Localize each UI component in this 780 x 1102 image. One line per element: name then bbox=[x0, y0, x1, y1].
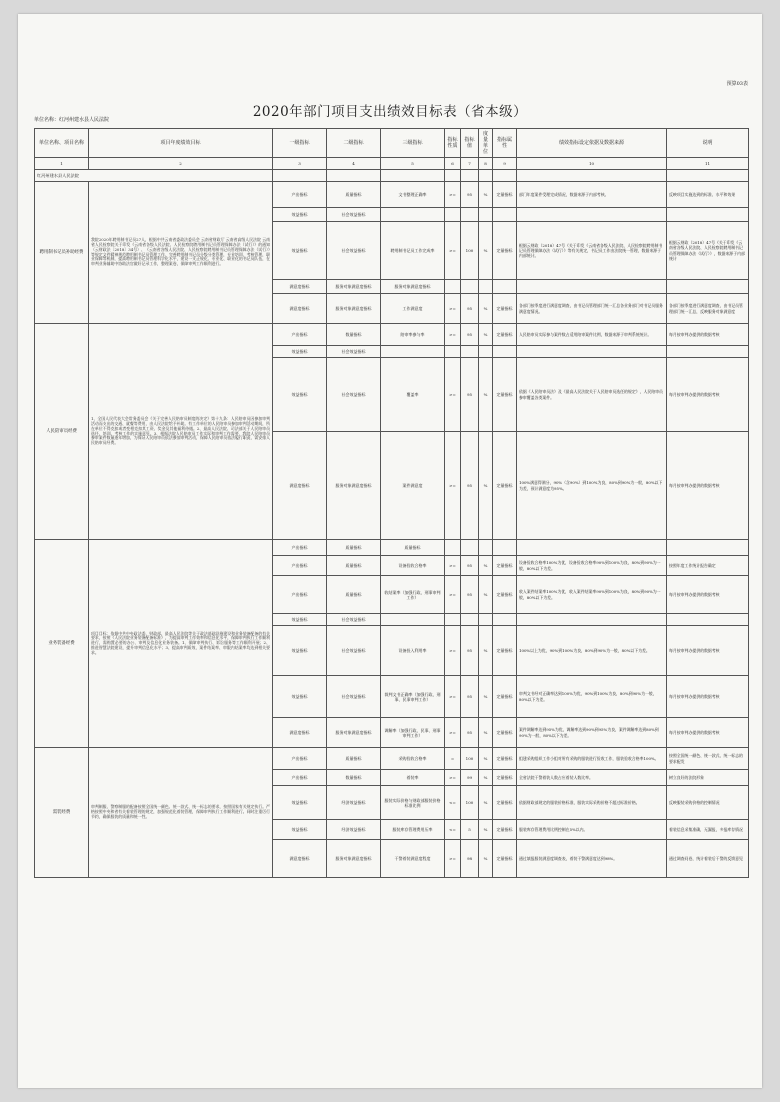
indicator-value: 100 bbox=[461, 222, 479, 280]
indicator-basis bbox=[517, 540, 667, 556]
indicator-basis: 服装库存管理费用比例控制在5%以内。 bbox=[517, 820, 667, 840]
level2-indicator: 服务对象满意度指标 bbox=[327, 718, 381, 748]
column-number: 8 bbox=[479, 158, 493, 170]
level1-indicator: 效益指标 bbox=[273, 676, 327, 718]
indicator-nature: <= bbox=[445, 786, 461, 820]
level2-indicator: 社会效益指标 bbox=[327, 358, 381, 432]
level1-indicator: 效益指标 bbox=[273, 786, 327, 820]
measure-unit: % bbox=[479, 556, 493, 576]
indicator-nature: >= bbox=[445, 770, 461, 786]
level1-indicator: 效益指标 bbox=[273, 358, 327, 432]
table-row bbox=[35, 748, 749, 770]
header-cell: 指标值 bbox=[461, 129, 479, 158]
level3-indicator: 聘用制书记员工作完成率 bbox=[381, 222, 445, 280]
indicator-value: 98 bbox=[461, 840, 479, 878]
measure-unit: % bbox=[479, 358, 493, 432]
indicator-note: 着装信息采集准确，无漏报，多报库存情况 bbox=[667, 820, 749, 840]
indicator-note bbox=[667, 280, 749, 294]
project-target: 项目目标：依据中共中央政法委、财政部、最高人民法院等关于政法基础设施建设和业务装备配备的有关要求，按照《人民法院业务装备配备标准》，为提高审判工作效率和信息化水平，保障审判执行工作顺利进行，需购置必要的办公、审判及信息化业务装备。1、保障审判执行、诉讼服务等工作顺利开展；2、推进智慧法院建设，提升审判信息化水平；3、提高审判质效，案件结案率、审限内结案率均达到相关要求。 bbox=[89, 540, 273, 748]
header-cell: 度量单位 bbox=[479, 129, 493, 158]
level3-indicator: 调解率（加强行政、民事、刑事审判工作） bbox=[381, 718, 445, 748]
indicator-note bbox=[667, 614, 749, 626]
measure-unit: % bbox=[479, 820, 493, 840]
indicator-basis bbox=[517, 208, 667, 222]
unit-label: 单位名称：红河州建水县人民法院 bbox=[34, 117, 110, 123]
level3-indicator: 陪审率参与率 bbox=[381, 324, 445, 346]
measure-unit: % bbox=[479, 626, 493, 676]
level3-indicator: 服装实际价格与财政部服装价格标准比例 bbox=[381, 786, 445, 820]
column-number: 1 bbox=[35, 158, 89, 170]
project-target: 我院2020年聘用制书记员27人，根据中共云南省委政法委员会 云南省财政厅 云南省高级人民法院 云南省人民检察院关于印发《云南省各级人民法院、人民检察院聘用制书记员管理保障办法（试行）》的通知（云财政法〔2018〕34号）、《云南省各级人民法院、人民检察院聘用制书记员管理保障办法（试行）》等规定文件精神规范聘用制书记员管理工作，完善聘用制书记员分级分类管理，专业培训，考核管理，职业保障等机制，提高聘用制书记员管理科学化水平，建设一支正规化、专业化、职业化的书记员队伍，在审判业务辅助中协助法官做好记录工作，整理案卷，保障审判工作顺利进行。 bbox=[89, 182, 273, 324]
level2-indicator: 社会效益指标 bbox=[327, 222, 381, 280]
level2-indicator: 数量指标 bbox=[327, 324, 381, 346]
indicator-nature: >= bbox=[445, 718, 461, 748]
header-cell: 绩效指标设定依据及数据来源 bbox=[517, 129, 667, 158]
header-cell: 说明 bbox=[667, 129, 749, 158]
measure-unit bbox=[479, 346, 493, 358]
indicator-note bbox=[667, 208, 749, 222]
indicator-attribute: 定量指标 bbox=[493, 820, 517, 840]
indicator-note: 根据云财政（2018）47号《关于印发《云南省各级人民法院、人民检察院聘用制书记员管理保障办法（试行）》，数据来源于内部统计 bbox=[667, 222, 749, 280]
level2-indicator: 服务对象满意度指标 bbox=[327, 432, 381, 540]
indicator-note: 反映项目实施达到的标准、水平和效果 bbox=[667, 182, 749, 208]
indicator-note: 树立良好的法院形象 bbox=[667, 770, 749, 786]
page-title: 2020年部门项目支出绩效目标表（省本级） bbox=[252, 104, 528, 120]
indicator-note: 按照年度工作统计报告确定 bbox=[667, 556, 749, 576]
column-number: 4 bbox=[327, 158, 381, 170]
indicator-nature: >= bbox=[445, 676, 461, 718]
indicator-nature: >= bbox=[445, 432, 461, 540]
level3-indicator: 设备投入利用率 bbox=[381, 626, 445, 676]
level2-indicator: 社会效益指标 bbox=[327, 626, 381, 676]
measure-unit: % bbox=[479, 294, 493, 324]
level1-indicator: 产出指标 bbox=[273, 324, 327, 346]
level3-indicator: 文书整理正确率 bbox=[381, 182, 445, 208]
indicator-value: 95 bbox=[461, 294, 479, 324]
indicator-attribute: 定量指标 bbox=[493, 432, 517, 540]
indicator-value: 95 bbox=[461, 432, 479, 540]
column-number: 7 bbox=[461, 158, 479, 170]
measure-unit bbox=[479, 208, 493, 222]
indicator-attribute: 定量指标 bbox=[493, 576, 517, 614]
project-target: 1、全国人民代表大会常务委员会《关于完善人民陪审员制度的决定》第十九条：人民陪审员因参加审判活动而支出的交通、就餐等费用，由人民法院给予补助。有工作单位的人民陪审员参加审判活动期间，所在单位不得克扣或者变相克扣其工资、奖金及其他福利待遇。2、最高人民法院、司法部关于人民陪审员选任、培训、考核工作的实施意见。3、根据法院人民陪审员工作实际和审判工作需要，我院人民陪审员参审案件数量逐年增加，为保证人民陪审员依法参加审判活动，保障人民陪审员依法履行职责，需安排人民陪审员经费。 bbox=[89, 324, 273, 540]
level2-indicator: 经济效益指标 bbox=[327, 786, 381, 820]
indicator-basis: 案件调解率达到95%为优，调解率达到90%到95%为良，案件调解率达到80%到90%为一般，80%以下为差。 bbox=[517, 718, 667, 748]
indicator-basis bbox=[517, 280, 667, 294]
indicator-nature: >= bbox=[445, 626, 461, 676]
indicator-nature: >= bbox=[445, 324, 461, 346]
level1-indicator: 产出指标 bbox=[273, 576, 327, 614]
level2-indicator: 社会效益指标 bbox=[327, 208, 381, 222]
indicator-nature: >= bbox=[445, 222, 461, 280]
measure-unit: % bbox=[479, 576, 493, 614]
indicator-attribute: 定量指标 bbox=[493, 748, 517, 770]
indicator-basis: 设备验收合格率100%为优，设备验收合格率90%到100%为良，80%到90%为一般，80%以下为差。 bbox=[517, 556, 667, 576]
header-number-row bbox=[35, 158, 749, 170]
project-name: 业务装备经费 bbox=[35, 540, 89, 748]
indicator-attribute: 定量指标 bbox=[493, 222, 517, 280]
indicator-attribute: 定量指标 bbox=[493, 182, 517, 208]
indicator-basis: 组建采购组织工作小组对所有采购的服装进行验收工作，服装验收合格率100%。 bbox=[517, 748, 667, 770]
indicator-nature: >= bbox=[445, 294, 461, 324]
level1-indicator: 效益指标 bbox=[273, 614, 327, 626]
column-number: 11 bbox=[667, 158, 749, 170]
indicator-basis: 依据《人民陪审员法》及《最高人民法院关于人民陪审员选任的规定》，人民陪审员参审覆盖各类案件。 bbox=[517, 358, 667, 432]
indicator-note: 通过调查问卷，统计着装后干警的反馈意见 bbox=[667, 840, 749, 878]
measure-unit bbox=[479, 280, 493, 294]
level1-indicator: 满意度指标 bbox=[273, 280, 327, 294]
indicator-basis bbox=[517, 614, 667, 626]
indicator-value: 5 bbox=[461, 820, 479, 840]
column-number: 3 bbox=[273, 158, 327, 170]
indicator-value bbox=[461, 280, 479, 294]
header-cell: 单位名称、项目名称 bbox=[35, 129, 89, 158]
indicator-value: 100 bbox=[461, 748, 479, 770]
level1-indicator: 产出指标 bbox=[273, 770, 327, 786]
indicator-note: 每月按审判办提供的数据考核 bbox=[667, 358, 749, 432]
indicator-basis: 各部门按季度进行满意度调查，由书记员管理部门统一汇总各业务部门对书记员服务满意度情况。 bbox=[517, 294, 667, 324]
level2-indicator: 社会效益指标 bbox=[327, 676, 381, 718]
indicator-note: 按照全国统一颜色、统一款式、统一标志的要求配发 bbox=[667, 748, 749, 770]
level3-indicator: 工作满意度 bbox=[381, 294, 445, 324]
measure-unit: % bbox=[479, 182, 493, 208]
indicator-nature bbox=[445, 208, 461, 222]
indicator-value: 95 bbox=[461, 626, 479, 676]
indicator-attribute bbox=[493, 614, 517, 626]
header-cell: 三级指标 bbox=[381, 129, 445, 158]
indicator-basis: 根据云财政（2018）47号《关于印发《云南省各级人民法院、人民检察院聘用制书记员管理保障办法（试行）》等有关规定，书记员工作由法院统一管理，数据来源于内部统计。 bbox=[517, 222, 667, 280]
level3-indicator: 干警着装满意度程度 bbox=[381, 840, 445, 878]
level1-indicator: 满意度指标 bbox=[273, 718, 327, 748]
level2-indicator: 质量指标 bbox=[327, 556, 381, 576]
level1-indicator: 满意度指标 bbox=[273, 840, 327, 878]
header-cell: 二级指标 bbox=[327, 129, 381, 158]
level2-indicator: 质量指标 bbox=[327, 576, 381, 614]
level2-indicator: 服务对象满意度指标 bbox=[327, 280, 381, 294]
level3-indicator: 着装率 bbox=[381, 770, 445, 786]
indicator-attribute: 定量指标 bbox=[493, 718, 517, 748]
level3-indicator: 设备验收合格率 bbox=[381, 556, 445, 576]
indicator-value bbox=[461, 540, 479, 556]
table-row bbox=[35, 182, 749, 208]
indicator-attribute: 定量指标 bbox=[493, 358, 517, 432]
column-number: 10 bbox=[517, 158, 667, 170]
project-name: 人民陪审员经费 bbox=[35, 324, 89, 540]
level3-indicator: 案件满意度 bbox=[381, 432, 445, 540]
indicator-attribute: 定量指标 bbox=[493, 770, 517, 786]
column-number: 6 bbox=[445, 158, 461, 170]
level1-indicator: 满意度指标 bbox=[273, 294, 327, 324]
indicator-nature: >= bbox=[445, 556, 461, 576]
level2-indicator: 质量指标 bbox=[327, 540, 381, 556]
document-sheet bbox=[18, 14, 762, 1088]
indicator-note: 反映服装采购价格的控制情况 bbox=[667, 786, 749, 820]
level2-indicator: 服务对象满意度指标 bbox=[327, 294, 381, 324]
indicator-basis: 通过填报服装满意度调查表，着装干警满意度达到98%。 bbox=[517, 840, 667, 878]
column-number: 9 bbox=[493, 158, 517, 170]
indicator-basis: 100%满意得满分，90%（含90%）到100%为良，80%到90%为一般，80%以下为差，预计满意度为95%。 bbox=[517, 432, 667, 540]
indicator-note: 每月按审判办提供的数据考核 bbox=[667, 432, 749, 540]
indicator-note: 每月按审判办提供的数据考核 bbox=[667, 676, 749, 718]
header-cell: 项目年度绩效目标 bbox=[89, 129, 273, 158]
measure-unit: % bbox=[479, 770, 493, 786]
indicator-note: 各部门按季度进行满意度调查，由书记员管理部门统一汇总，反映服务对象满意度 bbox=[667, 294, 749, 324]
level3-indicator: 服务对象满意度指标 bbox=[381, 280, 445, 294]
indicator-nature: <= bbox=[445, 820, 461, 840]
indicator-note: 每月按审判办提供的数据考核 bbox=[667, 576, 749, 614]
measure-unit bbox=[479, 614, 493, 626]
column-number: 5 bbox=[381, 158, 445, 170]
level1-indicator: 效益指标 bbox=[273, 208, 327, 222]
level1-indicator: 效益指标 bbox=[273, 820, 327, 840]
indicator-value bbox=[461, 208, 479, 222]
level1-indicator: 效益指标 bbox=[273, 222, 327, 280]
indicator-value: 100 bbox=[461, 786, 479, 820]
measure-unit: % bbox=[479, 748, 493, 770]
indicator-attribute: 定量指标 bbox=[493, 786, 517, 820]
level3-indicator: 采购验收合格率 bbox=[381, 748, 445, 770]
indicator-nature: >= bbox=[445, 576, 461, 614]
indicator-value: 95 bbox=[461, 676, 479, 718]
level1-indicator: 产出指标 bbox=[273, 748, 327, 770]
indicator-value: 95 bbox=[461, 358, 479, 432]
indicator-basis: 人民陪审员实际参与案件数占适用陪审案件比例，数据来源于审判系统统计。 bbox=[517, 324, 667, 346]
level1-indicator: 产出指标 bbox=[273, 182, 327, 208]
indicator-note bbox=[667, 346, 749, 358]
indicator-basis: 依据财政部规定的服装价格标准，服装实际采购价格不超过标准价格。 bbox=[517, 786, 667, 820]
column-number: 2 bbox=[89, 158, 273, 170]
measure-unit: % bbox=[479, 432, 493, 540]
indicator-attribute: 定量指标 bbox=[493, 324, 517, 346]
indicator-note: 每月按审判办提供的数据考核 bbox=[667, 626, 749, 676]
level1-indicator: 产出指标 bbox=[273, 540, 327, 556]
measure-unit: % bbox=[479, 222, 493, 280]
project-name: 需装经费 bbox=[35, 748, 89, 878]
level3-indicator bbox=[381, 614, 445, 626]
level1-indicator: 效益指标 bbox=[273, 626, 327, 676]
table-body bbox=[35, 170, 749, 878]
level1-indicator: 效益指标 bbox=[273, 346, 327, 358]
level2-indicator: 质量指标 bbox=[327, 182, 381, 208]
table-row bbox=[35, 540, 749, 556]
indicator-value: 95 bbox=[461, 182, 479, 208]
indicator-basis: 审判文书经对正确率达到100%为优，90%到100%为良，80%到90%为一般，80%以下为差。 bbox=[517, 676, 667, 718]
indicator-basis bbox=[517, 346, 667, 358]
header-cell: 指标属性 bbox=[493, 129, 517, 158]
measure-unit: % bbox=[479, 786, 493, 820]
indicator-value bbox=[461, 346, 479, 358]
project-target: 审判制服、警察制服的配备按照全国统一颜色、统一款式、统一标志的要求，按照国家有关规定执行。严格按照中央和省有关着装管理的规定，加强规范化着装管理，保障审判执行工作顺利进行。同时注重厉行节约，确保服装的质量和统一性。 bbox=[89, 748, 273, 878]
header-cell: 一级指标 bbox=[273, 129, 327, 158]
indicator-note bbox=[667, 540, 749, 556]
indicator-attribute: 定量指标 bbox=[493, 676, 517, 718]
indicator-attribute bbox=[493, 208, 517, 222]
indicator-nature: >= bbox=[445, 182, 461, 208]
indicator-nature: >= bbox=[445, 840, 461, 878]
indicator-attribute: 定量指标 bbox=[493, 294, 517, 324]
indicator-note: 每月按审判办提供的数据考核 bbox=[667, 718, 749, 748]
level2-indicator: 经济效益指标 bbox=[327, 820, 381, 840]
measure-unit: % bbox=[479, 324, 493, 346]
indicator-value: 95 bbox=[461, 576, 479, 614]
indicator-attribute bbox=[493, 540, 517, 556]
indicator-value: 99 bbox=[461, 770, 479, 786]
measure-unit: % bbox=[479, 718, 493, 748]
indicator-basis: 100%以上为优，90%到100%为良，80%到90%为一般，80%以下为差。 bbox=[517, 626, 667, 676]
table-row bbox=[35, 324, 749, 346]
indicator-nature bbox=[445, 614, 461, 626]
form-code: 预算03表 bbox=[726, 81, 748, 87]
performance-table bbox=[34, 128, 749, 878]
level3-indicator: 裁判文书正确率（加强行政、刑事、民事审判工作） bbox=[381, 676, 445, 718]
indicator-attribute: 定量指标 bbox=[493, 840, 517, 878]
indicator-nature bbox=[445, 540, 461, 556]
measure-unit: % bbox=[479, 676, 493, 718]
project-name: 聘用制书记员补助经费 bbox=[35, 182, 89, 324]
level3-indicator: 服装库存管理费用压率 bbox=[381, 820, 445, 840]
indicator-attribute bbox=[493, 346, 517, 358]
header-row bbox=[35, 129, 749, 158]
indicator-basis: 收入案件结案率100%为优，收入案件结案率90%到100%为良，80%到90%为一般，80%以下为差。 bbox=[517, 576, 667, 614]
indicator-nature: = bbox=[445, 748, 461, 770]
indicator-value: 95 bbox=[461, 718, 479, 748]
level3-indicator: 质量指标 bbox=[381, 540, 445, 556]
level2-indicator: 社会效益指标 bbox=[327, 346, 381, 358]
level3-indicator: 收结案率（加强行政、刑事审判工作） bbox=[381, 576, 445, 614]
indicator-nature: >= bbox=[445, 358, 461, 432]
unit-cell: 红河州建水县人民法院 bbox=[35, 170, 273, 182]
indicator-value bbox=[461, 614, 479, 626]
indicator-basis: 全省法院干警着装人数占应着装人数比率。 bbox=[517, 770, 667, 786]
level1-indicator: 满意度指标 bbox=[273, 432, 327, 540]
level3-indicator: 覆盖率 bbox=[381, 358, 445, 432]
level3-indicator bbox=[381, 208, 445, 222]
indicator-attribute: 定量指标 bbox=[493, 556, 517, 576]
unit-row bbox=[35, 170, 749, 182]
indicator-note: 每月按审判办提供的数据考核 bbox=[667, 324, 749, 346]
indicator-nature bbox=[445, 280, 461, 294]
measure-unit bbox=[479, 540, 493, 556]
level2-indicator: 质量指标 bbox=[327, 748, 381, 770]
indicator-nature bbox=[445, 346, 461, 358]
level1-indicator: 产出指标 bbox=[273, 556, 327, 576]
level2-indicator: 社会效益指标 bbox=[327, 614, 381, 626]
level2-indicator: 数量指标 bbox=[327, 770, 381, 786]
indicator-attribute: 定量指标 bbox=[493, 626, 517, 676]
indicator-basis: 部门年度案件受理完成情况，数据来源于内部考核。 bbox=[517, 182, 667, 208]
indicator-value: 95 bbox=[461, 556, 479, 576]
level2-indicator: 服务对象满意度指标 bbox=[327, 840, 381, 878]
indicator-attribute bbox=[493, 280, 517, 294]
level3-indicator bbox=[381, 346, 445, 358]
indicator-value: 95 bbox=[461, 324, 479, 346]
measure-unit: % bbox=[479, 840, 493, 878]
header-cell: 指标性质 bbox=[445, 129, 461, 158]
